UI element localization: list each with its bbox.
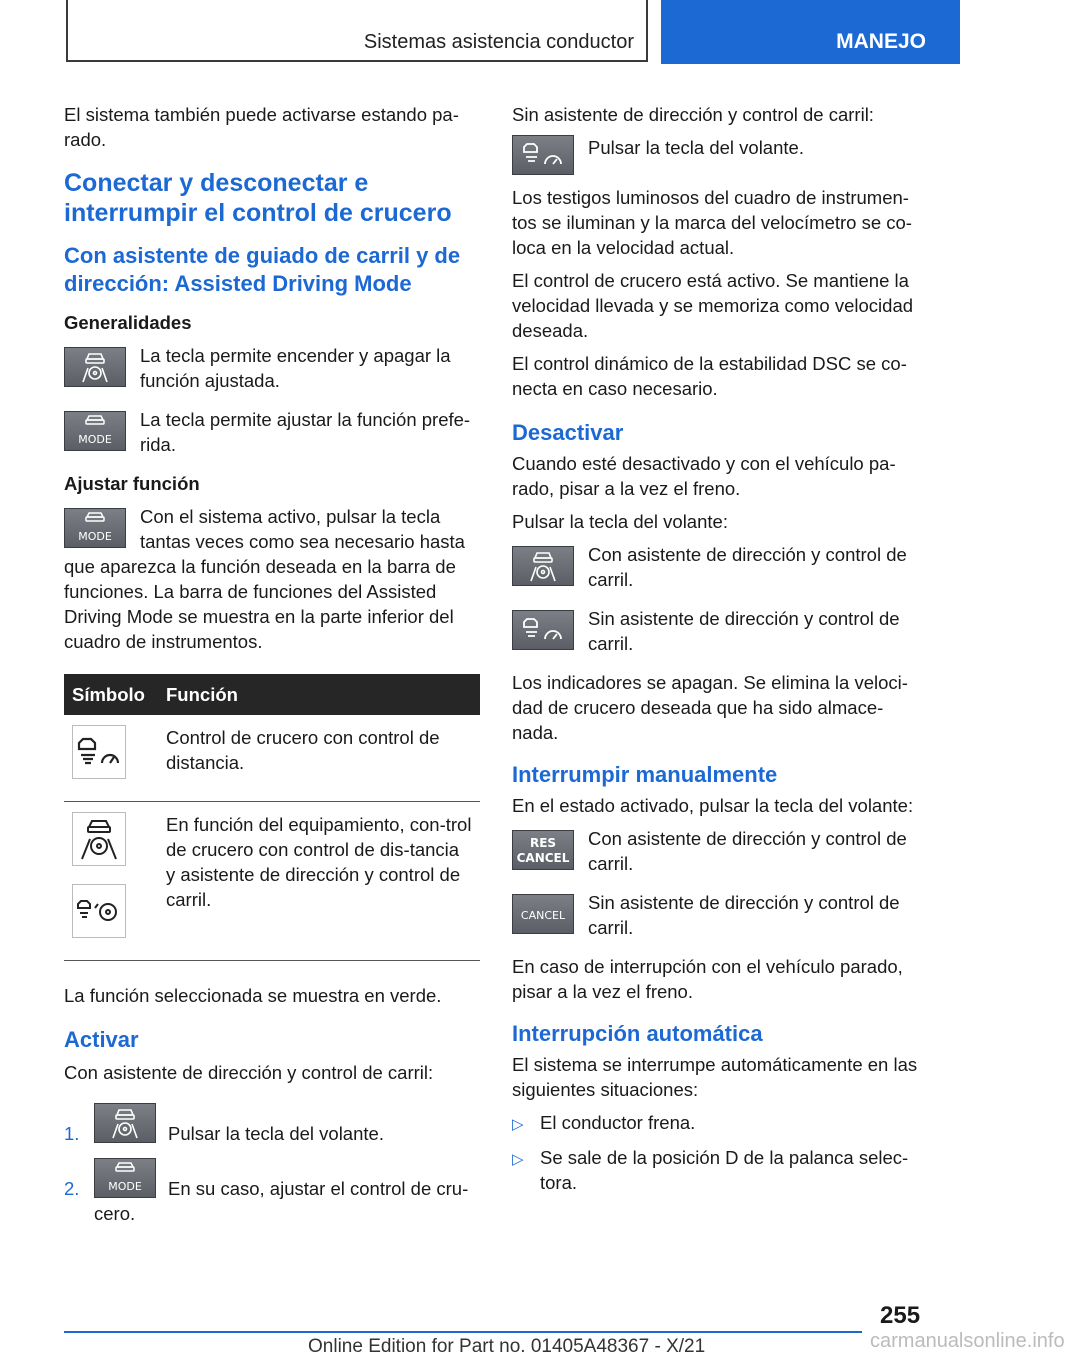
watermark: carmanualsonline.info (870, 1330, 1065, 1352)
function-table (64, 674, 480, 961)
activar-heading: Activar (64, 1027, 139, 1052)
ajustar-body: MODE Con el sistema activo, pulsar la tecla tantas veces como sea necesario hasta que aparezca la función deseada en la barra de funciones. La barra de funciones del Assisted Driving Mode se muestra en la parte inferior del cuadro de instrumentos. (64, 506, 465, 652)
table-row: Control de crucero con control de distancia. (64, 715, 480, 802)
activar-intro: Con asistente de dirección y control de carril: (64, 1062, 434, 1083)
triangle-bullet-icon: ▷ (512, 1116, 524, 1133)
list-item: ▷ El conductor frena. (512, 1110, 924, 1137)
acc-steering-symbol-icon (72, 884, 126, 938)
assist-button-icon (512, 546, 574, 586)
mode-button-icon (64, 411, 126, 451)
list-item: 1. Pulsar la tecla del volante. (64, 1103, 482, 1146)
svg-text:RES: RES (529, 836, 557, 850)
mode-button-icon (94, 1158, 156, 1198)
intro-text: El sistema también puede activarse estando pa-rado. (64, 104, 459, 150)
cancel-button-icon (512, 894, 574, 934)
assist-button-icon (64, 347, 126, 387)
desactivar-item: Sin asistente de dirección y control de carril. (512, 606, 924, 656)
generalidades-item: La tecla permite encender y apagar la función ajustada. (64, 343, 482, 393)
assist-symbol-icon (72, 812, 126, 866)
green-note: La función seleccionada se muestra en verde. (64, 985, 442, 1006)
section-title: Sistemas asistencia conductor (66, 0, 648, 62)
col-function: Función (158, 674, 480, 715)
svg-text:CANCEL: CANCEL (520, 909, 566, 922)
edition-text: Online Edition for Part no. 01405A48367 - X/21 (308, 1336, 706, 1357)
table-row: En función del equipamiento, con-trol de crucero con control de dis-tancia y asistente de dirección y control de carril. (64, 802, 480, 961)
mode-button-icon (64, 508, 126, 548)
right-column: Sin asistente de dirección y control de carril: Pulsar la tecla del volante. Los testigos luminosos del cuadro de instrumen-tos se iluminan y la marca del velocímetro se co-loca en la velocidad actual. El control de crucero está activo. Se mantiene la velocidad llevada y se memoriza como velocidad deseada. El control dinámico de la estabilidad DSC se co-necta en caso necesario. Desactivar Cuando esté desactivado y con el vehículo pa-rado, pisar a la vez el freno. Pulsar la tecla del volante: Con asistente de dirección y control de carril. Sin asistente de dirección y control de carril. Los indicadores se apagan. Se elimina la veloci-dad de crucero deseada que ha sido almace-nada. Interrumpir manualmente En el estado activado, pulsar la tecla del volante: RES CANCEL Con asistente de dirección y control de carril. CANCEL Sin asistente de dirección y control de carril. En caso de interrupción con el vehículo parado, pisar a la vez el freno. Interrupción automática El sistema se interrumpe automáticamente en las siguientes situaciones: ▷ El conductor frena. ▷ Se sale de la posición D de la palanca selec-tora. (512, 102, 924, 1203)
page-header (0, 0, 960, 66)
col-symbol: Símbolo (64, 674, 158, 715)
svg-text:MODE: MODE (78, 530, 112, 543)
footer-divider (64, 1331, 862, 1333)
left-column (64, 102, 482, 1238)
list-item: 2. MODE En su caso, ajustar el control de cru-cero. (64, 1158, 482, 1226)
main-heading: Conectar y desconectar e interrumpir el control de crucero (64, 169, 452, 227)
svg-text:CANCEL: CANCEL (516, 851, 570, 865)
manual-item: CANCEL Sin asistente de dirección y control de carril. (512, 890, 924, 940)
ajustar-heading: Ajustar función (64, 473, 200, 494)
auto-heading: Interrupción automática (512, 1021, 763, 1046)
page-number: 255 (880, 1302, 921, 1329)
chapter-tab: MANEJO (661, 0, 960, 64)
manual-item: RES CANCEL Con asistente de dirección y control de carril. (512, 826, 924, 876)
acc-button-icon (512, 135, 574, 175)
list-item: ▷ Se sale de la posición D de la palanca selec-tora. (512, 1147, 909, 1193)
triangle-bullet-icon: ▷ (512, 1151, 524, 1168)
desactivar-heading: Desactivar (512, 420, 624, 445)
sin-intro: Sin asistente de dirección y control de carril: (512, 104, 874, 125)
section-heading: Con asistente de guiado de carril y de dirección: Assisted Driving Mode (64, 243, 461, 296)
activar-steps (64, 1103, 482, 1226)
acc-symbol-icon (72, 725, 126, 779)
generalidades-item: MODE La tecla permite ajustar la función prefe-rida. (64, 407, 482, 457)
manual-heading: Interrumpir manualmente (512, 762, 778, 787)
assist-button-icon (94, 1103, 156, 1143)
sin-step: Pulsar la tecla del volante. (512, 135, 924, 175)
generalidades-heading: Generalidades (64, 312, 192, 333)
svg-text:MODE: MODE (108, 1180, 142, 1193)
auto-bullets (512, 1110, 924, 1195)
res-cancel-button-icon (512, 830, 574, 870)
svg-text:MODE: MODE (78, 433, 112, 446)
acc-button-icon (512, 610, 574, 650)
desactivar-item: Con asistente de dirección y control de carril. (512, 542, 924, 592)
